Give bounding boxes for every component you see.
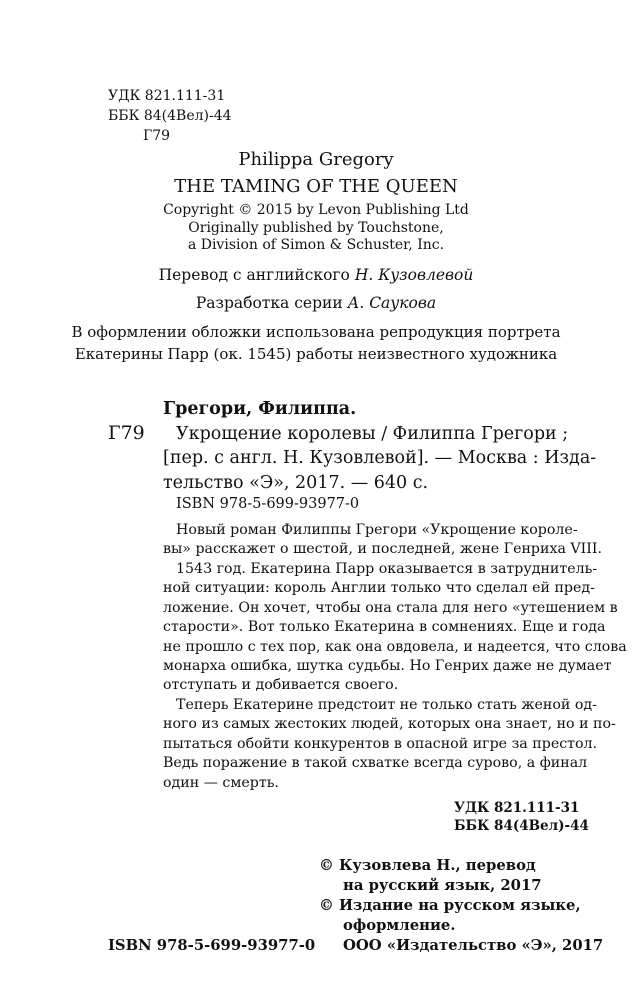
annotation-line: один — смерть. [163,775,279,791]
translation-credit [0,264,632,286]
rights-line: ООО «Издательство «Э», 2017 [343,937,604,954]
original-title: THE TAMING OF THE QUEEN [174,176,458,197]
annotation-line: Новый роман Филиппы Грегори «Укрощение короле- [176,522,578,538]
series-label: Разработка серии [195,294,343,312]
annotation-line: не прошло с тех пор, как она овдовела, и надеется, что слова [163,639,627,655]
bib-line: [пер. с англ. Н. Кузовлевой]. — Москва : Изда- [163,448,597,468]
rights-line: на русский язык, 2017 [343,877,542,894]
series-credit [0,292,632,314]
bib-code: Г79 [108,422,145,444]
annotation-line: монарха ошибка, шутка судьбы. Но Генрих даже не думает [163,658,612,674]
annotation-line: вы» расскажет о шестой, и последней, жене Генриха VIII. [163,541,602,557]
annotation-line: ложение. Он хочет, чтобы она стала для него «утешением в [163,600,618,616]
original-author: Philippa Gregory [238,149,394,170]
cover-note-line: Екатерины Парр (ок. 1545) работы неизвестного художника [74,345,558,363]
translation-label: Перевод с английского [158,266,350,284]
annotation-line: пытаться обойти конкурентов в опасной игре за престол. [163,736,598,752]
bib-line: тельство «Э», 2017. — 640 с. [163,473,429,493]
udc-code-bottom: УДК 821.111-31 [454,800,580,816]
udc-code: УДК 821.111-31 [108,88,226,104]
rights-line: оформление. [343,917,456,934]
copyright-line: Originally published by Touchstone, [188,220,444,236]
bib-line: Укрощение королевы / Филиппа Грегори ; [176,424,569,444]
rights-line: © Кузовлева Н., перевод [319,857,536,874]
footer-isbn: ISBN 978-5-699-93977-0 [108,937,316,954]
author-sign: Г79 [143,128,171,144]
series-designer-name: А. Саукова [347,294,437,312]
annotation-line: Ведь поражение в такой схватке всегда сурово, а финал [163,755,588,771]
translator-name: Н. Кузовлевой [354,266,474,284]
cover-note-line: В оформлении обложки использована репродукция портрета [71,323,561,341]
rights-line: © Издание на русском языке, [319,897,581,914]
annotation-line: ной ситуации: король Англии только что сделал ей пред- [163,580,595,596]
bib-author: Грегори, Филиппа. [163,399,357,419]
copyright-line: a Division of Simon & Schuster, Inc. [187,237,445,253]
bib-isbn: ISBN 978-5-699-93977-0 [176,496,360,512]
annotation-line: отступать и добивается своего. [163,677,399,693]
annotation-line: Теперь Екатерине предстоит не только стать женой од- [176,697,597,713]
annotation-line: старости». Вот только Екатерина в сомнениях. Еще и года [163,619,606,635]
copyright-line: Copyright © 2015 by Levon Publishing Ltd [163,202,469,218]
annotation-line: ного из самых жестоких людей, которых она знает, но и по- [163,716,616,732]
bbk-code-bottom: ББК 84(4Вел)-44 [454,818,589,834]
annotation-line: 1543 год. Екатерина Парр оказывается в затруднитель- [176,561,598,577]
bbk-code: ББК 84(4Вел)-44 [108,108,232,124]
